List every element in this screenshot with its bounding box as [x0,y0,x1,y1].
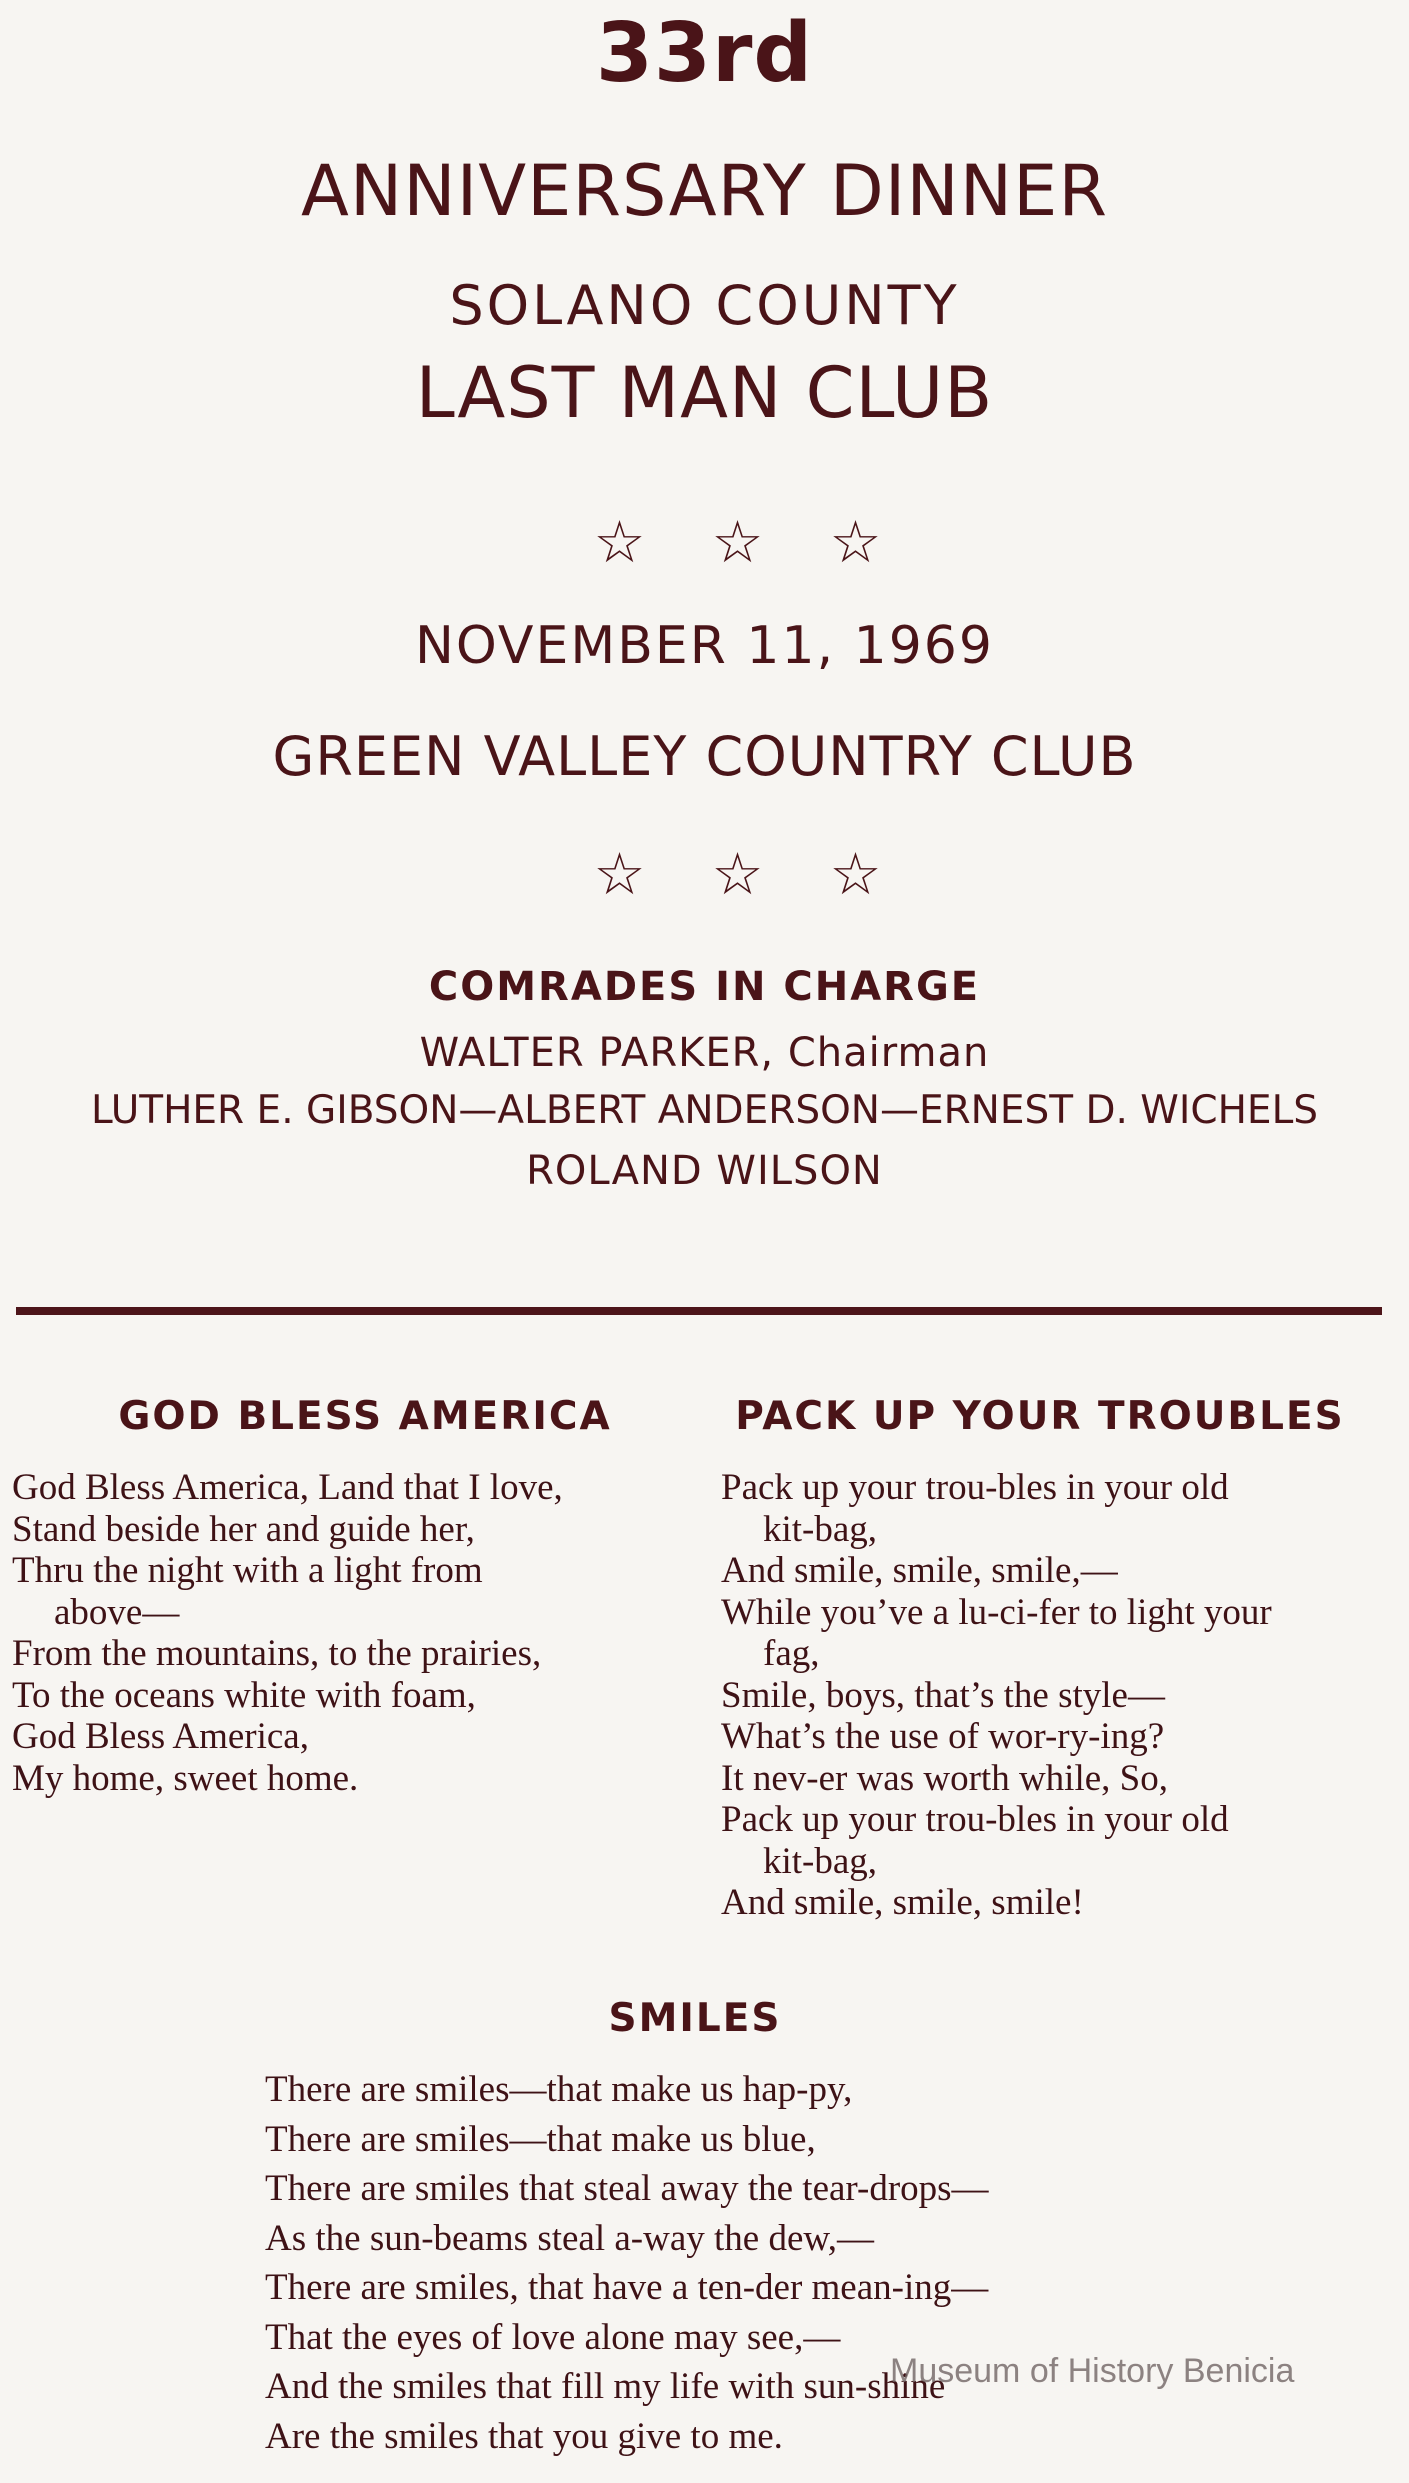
chairman-line: WALTER PARKER, Chairman [419,1030,990,1076]
lyric-line: My home, sweet home. [12,1757,359,1799]
lyric-line: There are smiles—that make us hap-py, [265,2069,853,2110]
anniversary-ordinal: 33rd [595,6,814,101]
lyric-line: God Bless America, Land that I love, [12,1467,563,1508]
lyric-line: kit-bag, [763,1840,878,1882]
lyric-line: It nev-er was worth while, So, [721,1757,1168,1799]
star-divider-bottom: ☆☆☆ [593,840,948,908]
lyric-line: Pack up your trou-bles in your old [721,1799,1229,1840]
club-name: LAST MAN CLUB [415,352,994,434]
lyric-line: Are the smiles that you give to me. [265,2415,783,2457]
event-venue: GREEN VALLEY COUNTRY CLUB [272,725,1137,788]
lyric-line: As the sun-beams steal a-way the dew,— [265,2217,874,2259]
lyric-line: Pack up your trou-bles in your old [721,1467,1229,1508]
lyric-line: From the mountains, to the prairies, [12,1633,542,1674]
museum-watermark: Museum of History Benicia [890,2352,1295,2390]
lyric-line: There are smiles that steal away the tear-drops— [265,2168,989,2209]
lyric-line: While you’ve a lu-ci-fer to light your [721,1591,1272,1633]
lyric-line: kit-bag, [763,1508,878,1550]
county-name: SOLANO COUNTY [449,274,960,337]
lyric-line: fag, [763,1633,820,1674]
event-date: NOVEMBER 11, 1969 [415,616,994,676]
committee-members: LUTHER E. GIBSON—ALBERT ANDERSON—ERNEST D. WICHELS [90,1088,1319,1133]
lyric-line: There are smiles, that have a ten-der mean-ing— [265,2267,989,2308]
lyric-line: God Bless America, [12,1716,309,1757]
lyric-line: And the smiles that fill my life with sun-shine [265,2366,946,2407]
committee-member-last: ROLAND WILSON [526,1148,883,1194]
section-divider [16,1307,1382,1315]
song-title-god-bless-america: GOD BLESS AMERICA [118,1394,612,1439]
lyrics-pack-up-your-troubles [721,1467,1272,1924]
lyric-line: What’s the use of wor-ry-ing? [721,1716,1165,1757]
lyric-line: Thru the night with a light from [12,1550,483,1591]
lyric-line: Stand beside her and guide her, [12,1508,475,1550]
lyric-line: And smile, smile, smile,— [721,1550,1118,1591]
lyrics-smiles [265,2065,989,2461]
lyric-line: There are smiles—that make us blue, [265,2118,816,2160]
song-title-pack-up-your-troubles: PACK UP YOUR TROUBLES [735,1394,1345,1439]
lyric-line: Smile, boys, that’s the style— [721,1674,1165,1716]
song-title-smiles: SMILES [608,1996,782,2041]
lyric-line: above— [54,1591,180,1633]
lyric-line: To the oceans white with foam, [12,1674,476,1716]
comrades-heading: COMRADES IN CHARGE [428,964,981,1010]
lyric-line: And smile, smile, smile! [721,1882,1084,1923]
lyric-line: That the eyes of love alone may see,— [265,2316,841,2358]
event-title: ANNIVERSARY DINNER [301,150,1108,232]
star-divider-top: ☆☆☆ [593,508,948,576]
lyrics-god-bless-america [12,1467,563,1799]
